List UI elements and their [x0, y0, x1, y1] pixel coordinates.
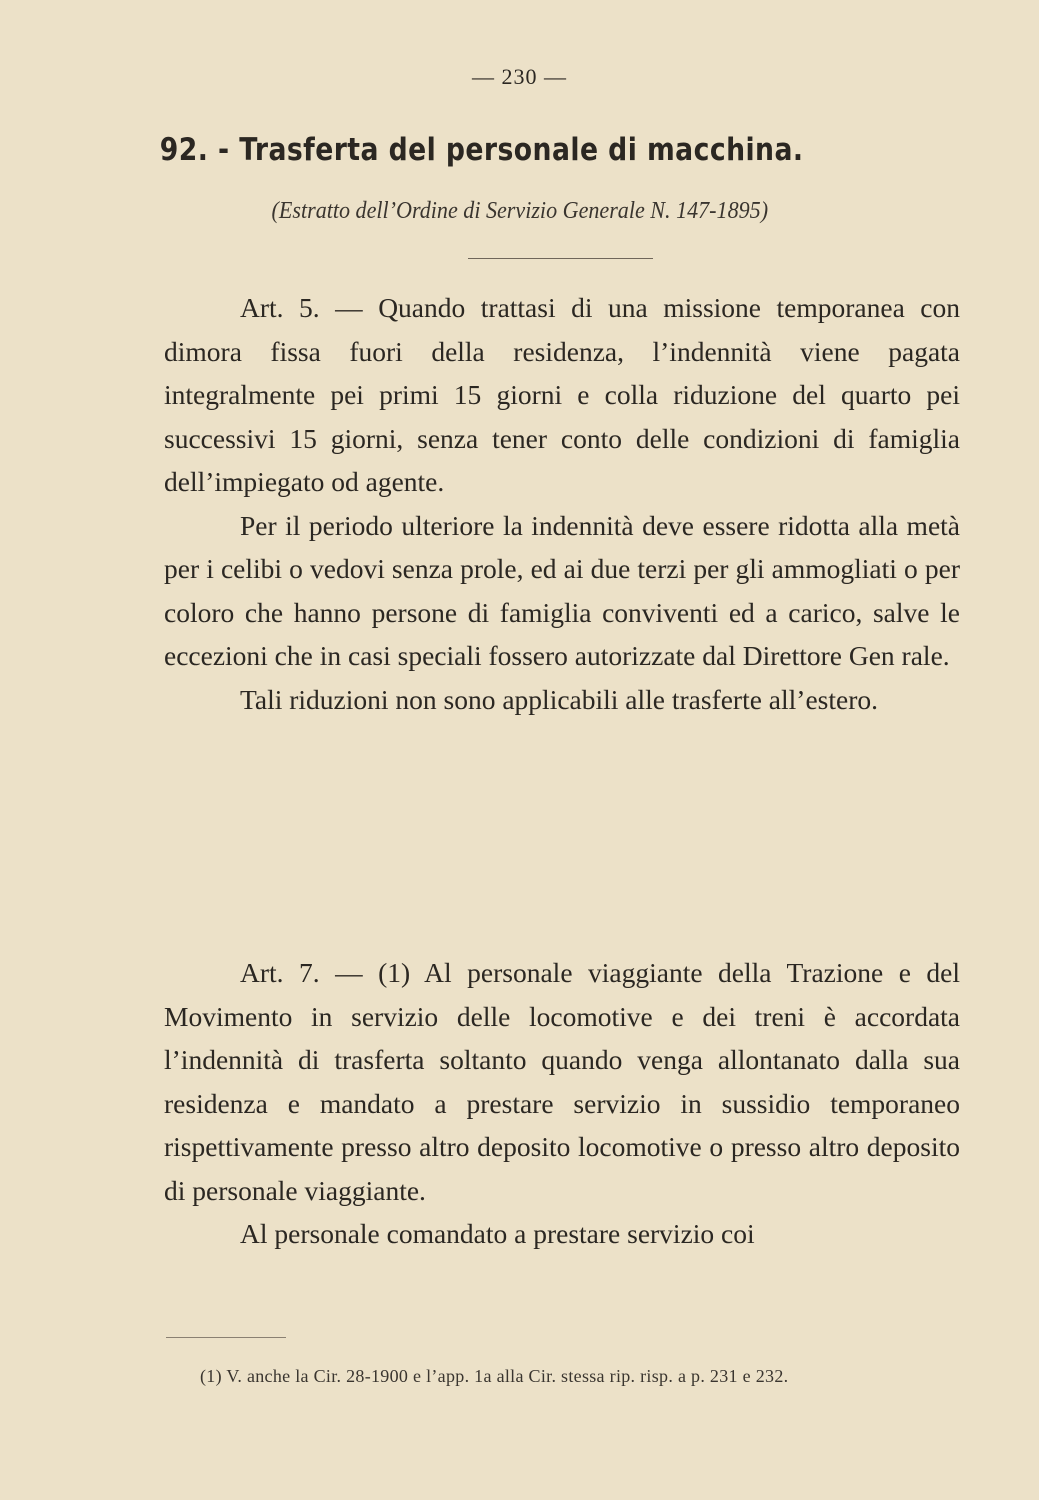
- article-7-paragraph-1: Art. 7. — (1) Al personale viaggiante della Trazione e del Movimento in servizio delle locomotive e dei treni è accordata l’indennità di trasferta soltanto quando venga allontanato dalla sua residenza e mandato a prestare servizio in sussidio temporaneo rispettivamente presso altro deposito locomotive o presso altro deposito di personale viaggiante.: [164, 957, 960, 1206]
- article-7: [164, 951, 960, 1256]
- article-5: [164, 286, 960, 721]
- page-number: — 230 —: [472, 64, 567, 89]
- heading-divider: [468, 258, 653, 259]
- article-7-paragraph-2: Al personale comandato a prestare servizio coi: [240, 1218, 755, 1249]
- source-note: (Estratto dell’Ordine di Servizio Generale N. 147-1895): [271, 198, 769, 224]
- footnote: (1) V. anche la Cir. 28-1900 e l’app. 1a alla Cir. stessa rip. risp. a p. 231 e 232.: [200, 1366, 789, 1386]
- article-5-paragraph-2: Per il periodo ulteriore la indennità deve essere ridotta alla metà per i celibi o vedovi senza prole, ed ai due terzi per gli ammogliati o per coloro che hanno persone di famiglia conviventi ed a carico, salve le eccezioni che in casi speciali fossero autorizzate dal Direttore Gen rale.: [164, 509, 960, 671]
- footnote-divider: [166, 1337, 286, 1338]
- section-heading: 92. - Trasferta del personale di macchina.: [159, 132, 804, 168]
- article-5-paragraph-1: Art. 5. — Quando trattasi di una missione temporanea con dimora fissa fuori della residenza, l’indennità viene pagata integralmente pei primi 15 giorni e colla riduzione del quarto pei successivi 15 giorni, senza tener conto delle condizioni di famiglia dell’impiegato od agente.: [164, 292, 960, 497]
- article-5-paragraph-3: Tali riduzioni non sono applicabili alle trasferte all’estero.: [240, 683, 878, 715]
